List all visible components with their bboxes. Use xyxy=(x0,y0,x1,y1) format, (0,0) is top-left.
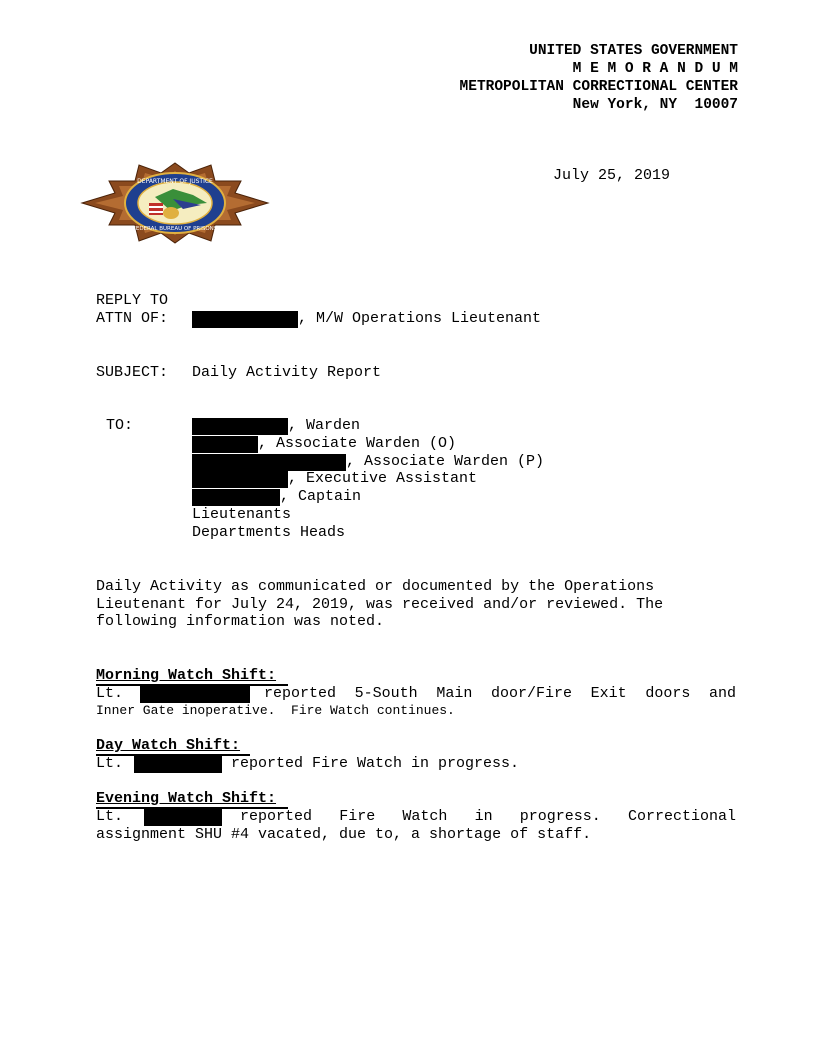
morning-watch-title: Morning Watch Shift: xyxy=(96,667,277,684)
morning-text-line-1: reported 5-South Main door/Fire Exit doors and xyxy=(264,685,736,702)
seal-top-text: DEPARTMENT OF JUSTICE xyxy=(137,178,213,185)
redaction-block xyxy=(192,471,288,488)
recipient-associate-warden-p: , Associate Warden (P) xyxy=(346,453,545,470)
intro-line-3: following information was noted. xyxy=(96,613,385,630)
recipient-associate-warden-o: , Associate Warden (O) xyxy=(258,435,457,452)
subject-value: Daily Activity Report xyxy=(192,364,382,381)
reply-to-label: REPLY TO xyxy=(96,292,169,309)
header-line-memorandum: M E M O R A N D U M xyxy=(572,61,738,77)
subject-label: SUBJECT: xyxy=(96,364,169,381)
redaction-block xyxy=(140,686,250,703)
recipient-executive-assistant: , Executive Assistant xyxy=(288,470,478,487)
to-label: TO: xyxy=(106,417,134,434)
redaction-block xyxy=(192,489,280,506)
intro-line-2: Lieutenant for July 24, 2019, was received and/or reviewed. The xyxy=(96,596,664,613)
recipient-lieutenants: Lieutenants xyxy=(192,506,292,523)
recipient-warden: , Warden xyxy=(288,417,361,434)
evening-lt-label: Lt. xyxy=(96,808,124,825)
redaction-block xyxy=(134,756,222,773)
redaction-block xyxy=(192,418,288,435)
redaction-block xyxy=(144,809,222,826)
recipient-captain: , Captain xyxy=(280,488,362,505)
morning-lt-label: Lt. xyxy=(96,685,124,702)
recipient-department-heads: Departments Heads xyxy=(192,524,346,541)
reply-title: , M/W Operations Lieutenant xyxy=(298,310,542,327)
header-line-government: UNITED STATES GOVERNMENT xyxy=(529,43,738,59)
memo-header xyxy=(460,42,738,114)
day-lt-label: Lt. xyxy=(96,755,124,772)
evening-text-line-2: assignment SHU #4 vacated, due to, a shortage of staff. xyxy=(96,826,592,843)
seal-bottom-text: FEDERAL BUREAU OF PRISONS xyxy=(132,226,218,232)
redaction-block xyxy=(192,311,298,328)
attn-of-label: ATTN OF: xyxy=(96,310,169,327)
evening-watch-title: Evening Watch Shift: xyxy=(96,790,277,807)
memo-date: July 25, 2019 xyxy=(553,167,671,184)
intro-line-1: Daily Activity as communicated or documented by the Operations xyxy=(96,578,655,595)
day-text-line-1: reported Fire Watch in progress. xyxy=(231,755,520,772)
redaction-block xyxy=(192,454,346,471)
day-watch-title: Day Watch Shift: xyxy=(96,737,241,754)
evening-text-line-1: reported Fire Watch in progress. Correctional xyxy=(240,808,736,825)
header-line-institution: METROPOLITAN CORRECTIONAL CENTER xyxy=(459,79,738,95)
header-line-location: New York, NY 10007 xyxy=(572,97,738,113)
morning-text-line-2: Inner Gate inoperative. Fire Watch continues. xyxy=(96,703,455,718)
redaction-block xyxy=(192,436,258,453)
bop-seal-logo xyxy=(80,162,270,244)
